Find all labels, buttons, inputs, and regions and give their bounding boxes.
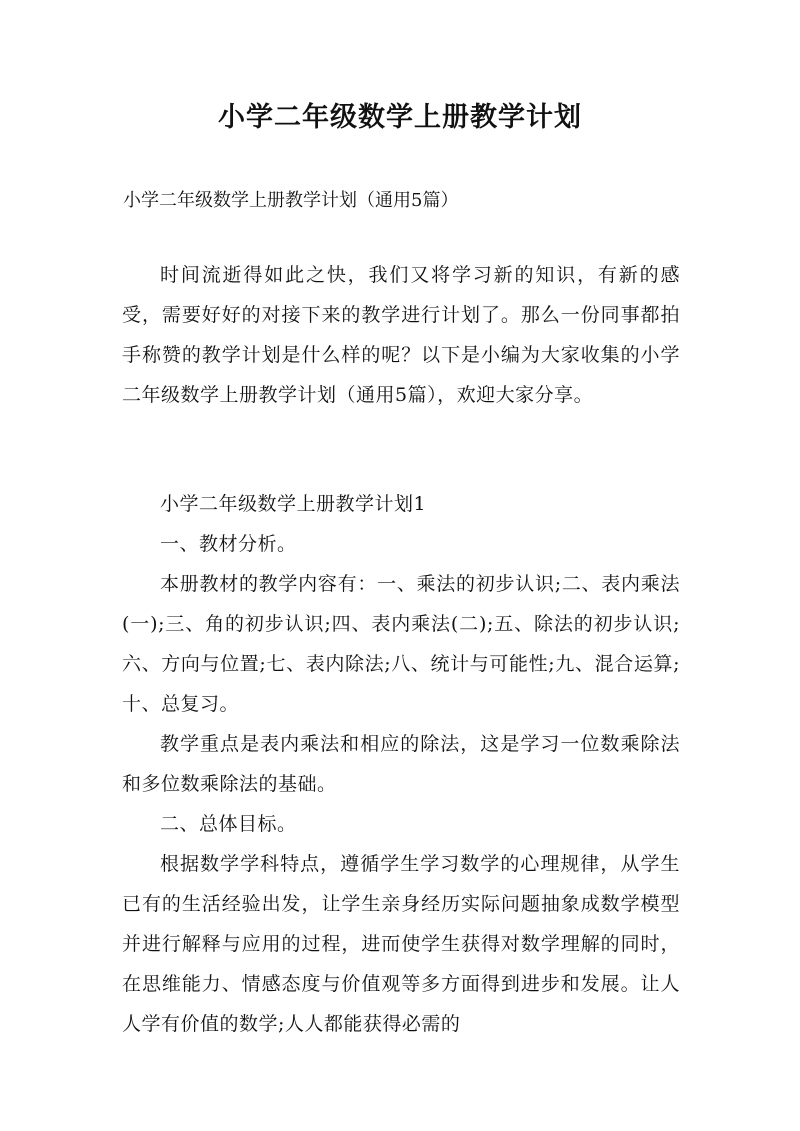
intro-paragraph: 时间流逝得如此之快，我们又将学习新的知识，有新的感受，需要好好的对接下来的教学进行计划了。那么一份同事都拍手称赞的教学计划是什么样的呢？以下是小编为大家收集的小学二年级数学上册教学计划（通用5篇），欢迎大家分享。 [122,264,680,406]
part1-heading: 一、教材分析。 [160,533,297,555]
part1-paragraph-2: 教学重点是表内乘法和相应的除法，这是学习一位数乘除法和多位数乘除法的基础。 [122,733,680,795]
plan-section [122,484,680,1044]
intro-section [122,255,680,415]
part2-paragraph-1: 根据数学学科特点，遵循学生学习数学的心理规律，从学生已有的生活经验出发，让学生亲身经历实际问题抽象成数学模型并进行解释与应用的过程，进而使学生获得对数学理解的同时，在思维能力、情感态度与价值观等多方面得到进步和发展。让人人学有价值的数学;人人都能获得必需的 [122,853,680,1035]
document-title: 小学二年级数学上册教学计划 [218,102,582,133]
document-subtitle: 小学二年级数学上册教学计划（通用5篇） [123,190,459,211]
section-heading: 小学二年级数学上册教学计划1 [160,493,427,515]
part1-paragraph-1: 本册教材的教学内容有：一、乘法的初步认识;二、表内乘法(一);三、角的初步认识;四、表内乘法(二);五、除法的初步认识;六、方向与位置;七、表内除法;八、统计与可能性;九、混合运算;十、总复习。 [122,573,680,715]
part2-heading: 二、总体目标。 [160,813,297,835]
